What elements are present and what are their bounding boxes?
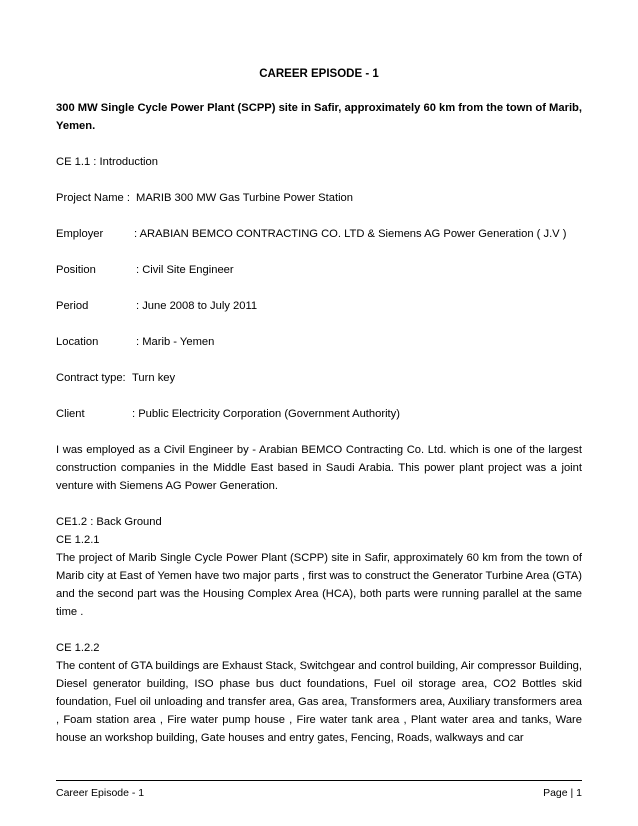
project-subtitle: 300 MW Single Cycle Power Plant (SCPP) site in Safir, approximately 60 km from the town of Marib, Yemen. [56,102,582,132]
footer-divider [56,780,582,781]
period-value: : June 2008 to July 2011 [136,300,258,312]
employer-field [56,225,582,243]
client-field [56,405,582,423]
document-page [56,56,582,747]
period-field [56,297,582,315]
client-value: : Public Electricity Corporation (Government Authority) [132,408,400,420]
background-heading: CE1.2 : Back Ground [56,516,162,528]
project-name-label: Project Name : [56,192,130,204]
position-field [56,261,582,279]
client-label: Client [56,408,85,420]
employer-label: Employer [56,228,104,240]
employer-value: : ARABIAN BEMCO CONTRACTING CO. LTD & Siemens AG Power Generation ( J.V ) [134,228,567,240]
page-title: CAREER EPISODE - 1 [259,68,379,80]
ce122-paragraph: The content of GTA buildings are Exhaust Stack, Switchgear and control building, Air compressor Building, Diesel generator building, ISO phase bus duct foundations, Fuel oil storage area, CO2 Bottles skid foundation, Fuel oil unloading and transfer area, Gas area, Transformers area, Auxiliary transformers area , Foam station area , Fire water pump house , Fire water tank area , Plant water area and tanks, Ware house an workshop building, Gate houses and entry gates, Fencing, Roads, walkways and car [56,660,582,744]
position-value: : Civil Site Engineer [136,264,234,276]
contract-type-label: Contract type: [56,372,126,384]
location-label: Location [56,336,99,348]
footer-page-number: Page | 1 [543,787,582,799]
contract-type-value: Turn key [132,372,176,384]
footer-left-text: Career Episode - 1 [56,787,145,799]
ce121-heading: CE 1.2.1 [56,534,100,546]
ce121-paragraph: The project of Marib Single Cycle Power Plant (SCPP) site in Safir, approximately 60 km from the town of Marib city at East of Yemen have two major parts , first was to construct the Generator Turbine Area (GTA) and the second part was the Housing Complex Area (HCA), both parts were running parallel at the same time . [56,552,582,618]
position-label: Position [56,264,96,276]
page-footer [56,784,582,802]
project-name-field [56,189,582,207]
contract-type-field [56,369,582,387]
location-value: : Marib - Yemen [136,336,215,348]
employment-paragraph: I was employed as a Civil Engineer by - Arabian BEMCO Contracting Co. Ltd. which is one of the largest construction companies in the Middle East based in Saudi Arabia. This power plant project was a joint venture with Siemens AG Power Generation. [56,444,582,492]
period-label: Period [56,300,89,312]
intro-heading: CE 1.1 : Introduction [56,156,158,168]
location-field [56,333,582,351]
ce122-heading: CE 1.2.2 [56,642,100,654]
project-name-value: MARIB 300 MW Gas Turbine Power Station [136,192,353,204]
